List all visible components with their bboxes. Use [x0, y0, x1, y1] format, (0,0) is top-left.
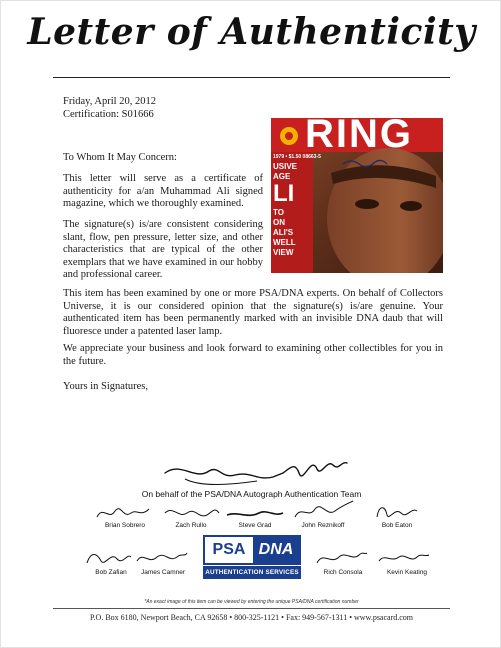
- team-member-james-camner: James Camner: [140, 569, 186, 576]
- footer-rule: [53, 608, 450, 609]
- title-rule: [53, 77, 450, 78]
- logo-psa-text: PSA: [212, 541, 246, 558]
- authentication-team-label: On behalf of the PSA/DNA Autograph Authentication Team: [141, 489, 362, 499]
- logo-subtitle: AUTHENTICATION SERVICES: [203, 566, 301, 579]
- magazine-cover-line-3: LI: [273, 180, 295, 207]
- main-signature: [161, 451, 351, 489]
- signature-zach-rullo: [161, 503, 221, 523]
- paragraph-1: This letter will serve as a certificate of authenticity for a/an Muhammad Ali signed magazine, which we thoroughly examined.: [63, 173, 263, 209]
- psa-dna-logo: [203, 535, 301, 579]
- team-member-steve-grad: Steve Grad: [238, 522, 272, 529]
- signature-rich-consola: [313, 547, 369, 569]
- disclaimer-text: *An exact image of this item can be viewed by entering the unique PSA/DNA certification number: [144, 599, 359, 605]
- magazine-cover-line-7: WELL: [273, 238, 296, 247]
- letter-date: Friday, April 20, 2012: [63, 96, 156, 107]
- magazine-cover-line-2: AGE: [273, 172, 291, 181]
- magazine-photo: [271, 118, 443, 273]
- footer-contact: P.O. Box 6180, Newport Beach, CA 92658 • 800-325-1121 • Fax: 949-567-1311 • www.psacard.com: [89, 613, 414, 622]
- magazine-cover-line-8: VIEW: [273, 248, 294, 257]
- team-member-bob-eaton: Bob Eaton: [381, 522, 413, 529]
- magazine-masthead: RING: [305, 118, 413, 156]
- paragraph-2: The signature(s) is/are consistent considering slant, flow, pen pressure, letter size, and other characteristics that are typical of the other exemplars that we have examined in our hobby and professional career.: [63, 219, 263, 280]
- signature-steve-grad: [223, 505, 287, 523]
- paragraph-4: We appreciate your business and look forward to examining other collectibles for you in the future.: [63, 343, 443, 367]
- magazine-cover-line-1: USIVE: [273, 162, 298, 171]
- signature-bob-eaton: [371, 501, 421, 523]
- signature-kevin-keating: [375, 547, 431, 569]
- certification-number: Certification: S01666: [63, 109, 154, 120]
- logo-dna-text: DNA: [253, 537, 299, 563]
- magazine-cover-line-6: ALI'S: [273, 228, 294, 237]
- signature-bob-zafian: [83, 547, 133, 569]
- team-member-kevin-keating: Kevin Keating: [386, 569, 428, 576]
- magazine-cover-line-4: TO: [273, 208, 284, 217]
- team-member-zach-rullo: Zach Rullo: [175, 522, 207, 529]
- closing: Yours in Signatures,: [63, 381, 148, 392]
- magazine-cover-line-0: 1979 • $1.50 08663-5: [273, 154, 321, 160]
- team-member-john-reznikoff: John Reznikoff: [301, 522, 345, 529]
- page-title: Letter of Authenticity: [27, 11, 476, 53]
- magazine-cover-line-5: ON: [273, 218, 285, 227]
- signature-james-camner: [133, 547, 189, 569]
- signature-john-reznikoff: [291, 499, 357, 523]
- team-member-brian-sobrero: Brian Sobrero: [104, 522, 146, 529]
- signature-brian-sobrero: [93, 503, 153, 523]
- team-member-bob-zafian: Bob Zafian: [95, 569, 127, 576]
- team-member-rich-consola: Rich Consola: [323, 569, 363, 576]
- paragraph-3: This item has been examined by one or more PSA/DNA experts. On behalf of Collectors Universe, it is our considered opinion that the signature(s) is/are genuine. Your authenticated item has been permanently marked with an invisible DNA daub that will fluoresce under a patented laser lamp.: [63, 288, 443, 337]
- salutation: To Whom It May Concern:: [63, 152, 177, 163]
